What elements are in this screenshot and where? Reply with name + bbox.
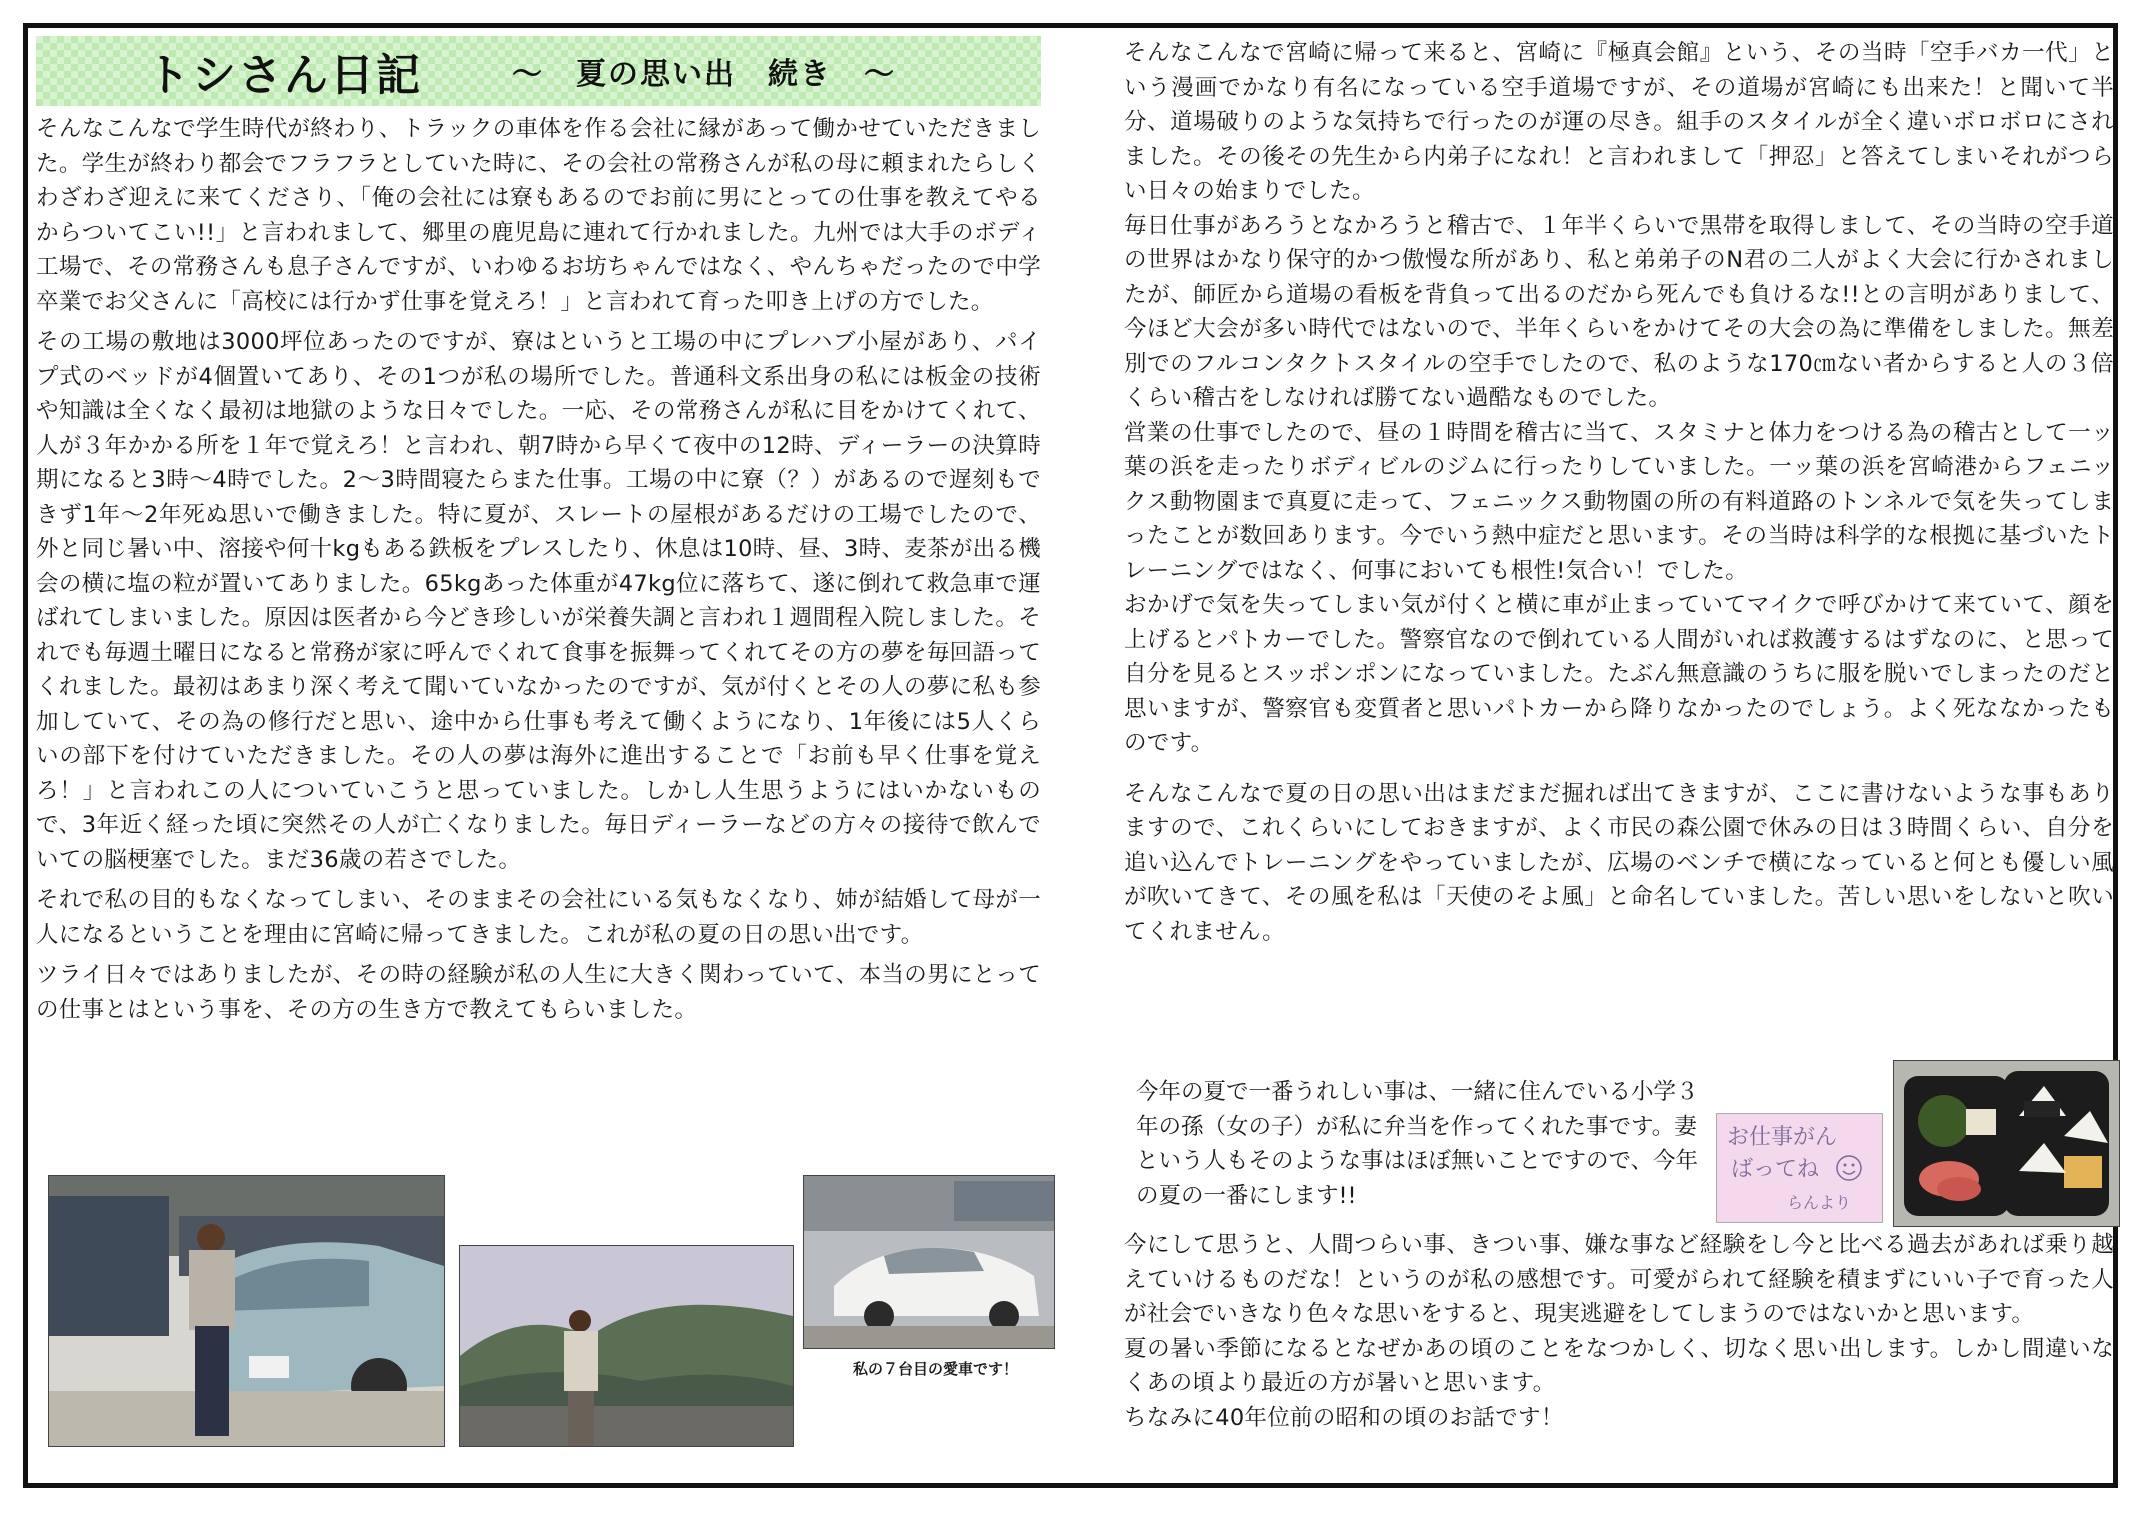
photo-man-with-van [48, 1175, 445, 1447]
right-paragraph-4: おかげで気を失ってしまい気が付くと横に車が止まっていてマイクで呼びかけて来ていて、顔を上げるとパトカーでした。警察官なので倒れている人間がいれば救護するはずなのに、と思って自分を見るとスッポンポンになっていました。たぶん無意識のうちに服を脱いでしまったのだと思いますが、警察官も変質者と思いパトカーから降りなかったのでしょう。よく死ななかったものです。 [1124, 592, 2114, 756]
left-paragraph-1: そんなこんなで学生時代が終わり、トラックの車体を作る会社に縁があって働かせていただきました。学生が終わり都会でフラフラとしていた時に、その会社の常務さんが私の母に頼まれたらしくわざわざ迎えに来てくださり、「俺の会社には寮もあるのでお前に男にとっての仕事を教えてやるからついてこい!!」と言われまして、郷里の鹿児島に連れて行かれました。九州では大手のボディ工場で、その常務さんも息子さんですが、いわゆるお坊ちゃんではなく、やんちゃだったので中学卒業でお父さんに「高校には行かず仕事を覚えろ！」と言われて育った叩き上げの方でした。 [36, 116, 1041, 315]
closing-paragraph-2: 夏の暑い季節になるとなぜかあの頃のことをなつかしく、切なく思い出します。しかし間違いなくあの頃より最近の方が暑いと思います。 [1124, 1335, 2114, 1396]
lunchbox-note-text: 今年の夏で一番うれしい事は、一緒に住んでいる小学３年の孫（女の子）が私に弁当を作ってくれた事です。妻という人もそのような事はほぼ無いことですので、今年の夏の一番にします!! [1136, 1079, 1699, 1209]
closing-paragraph-1: 今にして思うと、人間つらい事、きつい事、嫌な事など経験をし今と比べる過去があれば乗り越えていけるものだな！というのが私の感想です。可愛がられて経験を積まずにいい子で育った人が社会でいきなり色々な思いをすると、現実逃避をしてしまうのではないかと思います。 [1124, 1232, 2114, 1327]
note-card-line2: ばってね [1731, 1157, 1820, 1182]
closing-paragraph-3: ちなみに40年位前の昭和の頃のお話です！ [1124, 1404, 1564, 1431]
photo-bento-lunchbox [1893, 1060, 2120, 1227]
page-title: トシさん日記 [146, 50, 422, 101]
car-photo-caption: 私の７台目の愛車です！ [853, 1360, 1019, 1378]
right-paragraph-3: 営業の仕事でしたので、昼の１時間を稽古に当て、スタミナと体力をつける為の稽古として一ッ葉の浜を走ったりボディビルのジムに行ったりしていました。一ッ葉の浜を宮崎港からフェニックス動物園まで真夏に走って、フェニックス動物園の所の有料道路のトンネルで気を失ってしまったことが数回あります。今でいう熱中症だと思います。その当時は科学的な根拠に基づいたトレーニングではなく、何事においても根性!気合い！でした。 [1124, 419, 2114, 584]
closing-section [1124, 1228, 2114, 1435]
left-paragraph-4: ツライ日々ではありましたが、その時の経験が私の人生に大きく関わっていて、本当の男にとっての仕事とはという事を、その方の生き方で教えてもらいました。 [36, 962, 1041, 1023]
handwritten-note-card [1716, 1113, 1883, 1223]
note-card-line1: お仕事がん [1727, 1125, 1838, 1150]
page-subtitle: ～ 夏の思い出 続き ～ [512, 57, 896, 92]
left-column [36, 36, 1041, 1027]
note-card-signature: らんより [1787, 1193, 1852, 1212]
right-paragraph-2: 毎日仕事があろうとなかろうと稽古で、１年半くらいで黒帯を取得しまして、その当時の空手道の世界はかなり保守的かつ傲慢な所があり、私と弟弟子のN君の二人がよく大会に行かされましたが、師匠から道場の看板を背負って出るのだから死んでも負けるな!!との言明がありまして、今ほど大会が多い時代ではないので、半年くらいをかけてその大会の為に準備をしました。無差別でのフルコンタクトスタイルの空手でしたので、私のような170㎝ない者からすると人の３倍くらい稽古をしなければ勝てない過酷なものでした。 [1124, 212, 2114, 411]
title-banner [36, 36, 1041, 106]
photo-white-car [803, 1175, 1055, 1349]
smiley-face-icon [1835, 1154, 1863, 1182]
left-paragraph-3: それで私の目的もなくなってしまい、そのままその会社にいる気もなくなり、姉が結婚して母が一人になるということを理由に宮崎に帰ってきました。これが私の夏の日の思い出です。 [36, 887, 1041, 948]
right-column [1124, 36, 2114, 949]
right-paragraph-5: そんなこんなで夏の日の思い出はまだまだ掘れば出てきますが、ここに書けないような事もありますので、これくらいにしておきますが、よく市民の森公園で休みの日は３時間くらい、自分を追い込んでトレーニングをやっていましたが、広場のベンチで横になっていると何とも優しい風が吹いてきて、その風を私は「天使のそよ風」と命名していました。苦しい思いをしないと吹いてくれません。 [1124, 780, 2114, 945]
right-paragraph-1: そんなこんなで宮崎に帰って来ると、宮崎に『極真会館』という、その当時「空手バカ一代」という漫画でかなり有名になっている空手道場ですが、その道場が宮崎にも出来た！と聞いて半分、道場破りのような気持ちで行ったのが運の尽き。組手のスタイルが全く違いボロボロにされました。その後その先生から内弟子になれ！と言われまして「押忍」と答えてしまいそれがつらい日々の始まりでした。 [1124, 40, 2114, 204]
left-paragraph-2: その工場の敷地は3000坪位あったのですが、寮はというと工場の中にプレハブ小屋があり、パイプ式のベッドが4個置いてあり、その1つが私の場所でした。普通科文系出身の私には板金の技術や知識は全くなく最初は地獄のような日々でした。一応、その常務さんが私に目をかけてくれて、人が３年かかる所を１年で覚えろ！と言われ、朝7時から早くて夜中の12時、ディーラーの決算時期になると3時～4時でした。2～3時間寝たらまた仕事。工場の中に寮（？）があるので遅刻もできず1年～2年死ぬ思いで働きました。特に夏が、スレートの屋根があるだけの工場でしたので、外と同じ暑い中、溶接や何十kgもある鉄板をプレスしたり、休息は10時、昼、3時、麦茶が出る機会の横に塩の粒が置いてありました。65kgあった体重が47kg位に落ちて、遂に倒れて救急車で運ばれてしまいました。原因は医者から今どき珍しいが栄養失調と言われ１週間程入院しました。それでも毎週土曜日になると常務が家に呼んでくれて食事を振舞ってくれてその方の夢を毎回語ってくれました。最初はあまり深く考えて聞いていなかったのですが、気が付くとその人の夢に私も参加していて、その為の修行だと思い、途中から仕事も考えて働くようになり、1年後には5人くらいの部下を付けていただきました。その人の夢は海外に進出することで「お前も早く仕事を覚えろ！」と言われこの人についていこうと思っていました。しかし人生思うようにはいかないもので、3年近く経った頃に突然その人が亡くなりました。毎日ディーラーなどの方々の接待で飲んでいての脳梗塞でした。まだ36歳の若さでした。 [36, 329, 1041, 873]
photo-man-on-bridge [459, 1245, 794, 1447]
